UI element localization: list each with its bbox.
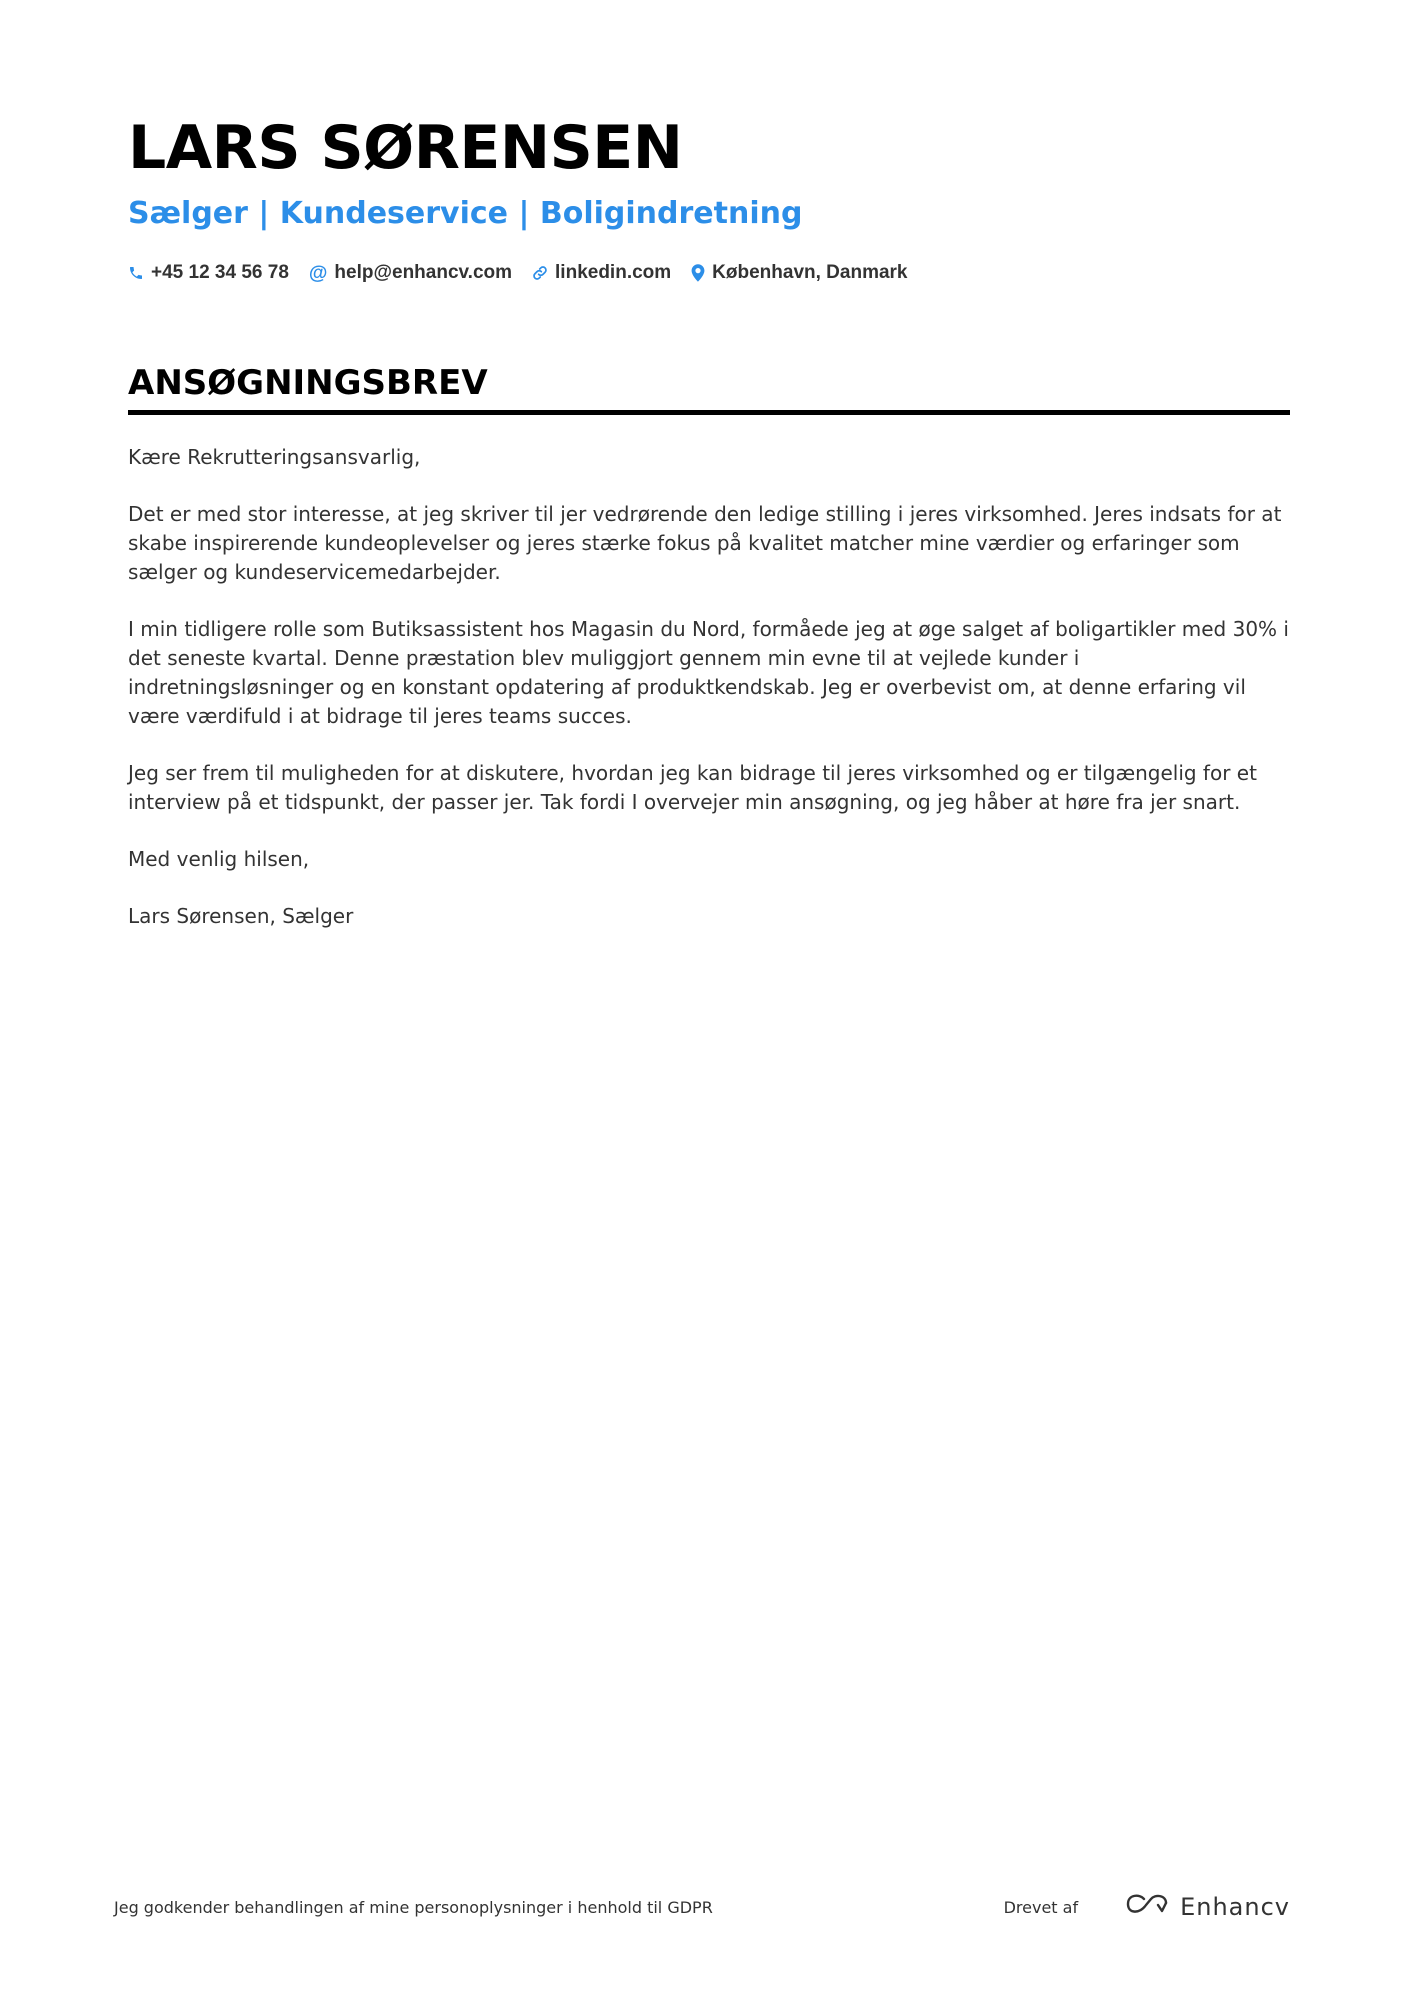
letter-greeting: Kære Rekrutteringsansvarlig, — [128, 445, 421, 469]
contact-bar — [128, 258, 1290, 288]
contact-linkedin[interactable] — [532, 262, 671, 284]
enhancv-logo-icon — [1124, 1892, 1170, 1922]
section-divider — [128, 410, 1290, 415]
letter-paragraph: Jeg ser frem til muligheden for at diskutere, hvordan jeg kan bidrage til jeres virksomhed og er tilgængelig for et interview på et tidspunkt, der passer jer. Tak fordi I overvejer min ansøgning, og jeg håber at høre fra jer snart. — [128, 761, 1257, 814]
map-pin-icon — [691, 264, 705, 282]
page-footer — [114, 1892, 1290, 1922]
applicant-name: LARS SØRENSEN — [128, 113, 683, 183]
phone-icon — [128, 265, 144, 281]
cover-letter-section — [128, 362, 1290, 931]
letter-paragraph: Det er med stor interesse, at jeg skriver til jer vedrørende den ledige stilling i jeres virksomhed. Jeres indsats for at skabe inspirerende kundeoplevelser og jeres stærke fokus på kvalitet matcher mine værdier og erfaringer som sælger og kundeservicemedarbejder. — [128, 502, 1282, 584]
enhancv-brand-name: Enhancv — [1180, 1893, 1290, 1921]
powered-by — [1004, 1892, 1290, 1922]
letter-paragraph: I min tidligere rolle som Butiksassistent hos Magasin du Nord, formåede jeg at øge salget af boligartikler med 30% i det seneste kvartal. Denne præstation blev muliggjort gennem min evne til at vejlede kunder i indretningsløsninger og en konstant opdatering af produktkendskab. Jeg er overbevist om, at denne erfaring vil være værdifuld i at bidrage til jeres teams succes. — [128, 617, 1289, 728]
letter-closing: Med venlig hilsen, — [128, 847, 310, 871]
powered-by-label: Drevet af — [1003, 1897, 1079, 1917]
section-title: ANSØGNINGSBREV — [128, 363, 488, 403]
letter-signature: Lars Sørensen, Sælger — [128, 904, 354, 928]
linkedin-link[interactable]: linkedin.com — [555, 262, 672, 283]
email-link[interactable]: help@enhancv.com — [334, 262, 513, 283]
location-text: København, Danmark — [712, 262, 908, 283]
contact-phone — [128, 262, 289, 284]
contact-email[interactable] — [309, 262, 512, 284]
applicant-title: Sælger | Kundeservice | Boligindretning — [128, 196, 803, 231]
link-icon — [532, 265, 548, 281]
at-icon: @ — [308, 262, 328, 284]
cover-letter-page — [128, 108, 1290, 959]
enhancv-brand[interactable] — [1124, 1892, 1290, 1922]
gdpr-consent-text: Jeg godkender behandlingen af mine personoplysninger i henhold til GDPR — [114, 1897, 713, 1917]
contact-location — [691, 262, 907, 284]
phone-text: +45 12 34 56 78 — [151, 262, 289, 283]
letter-body — [128, 443, 1290, 931]
